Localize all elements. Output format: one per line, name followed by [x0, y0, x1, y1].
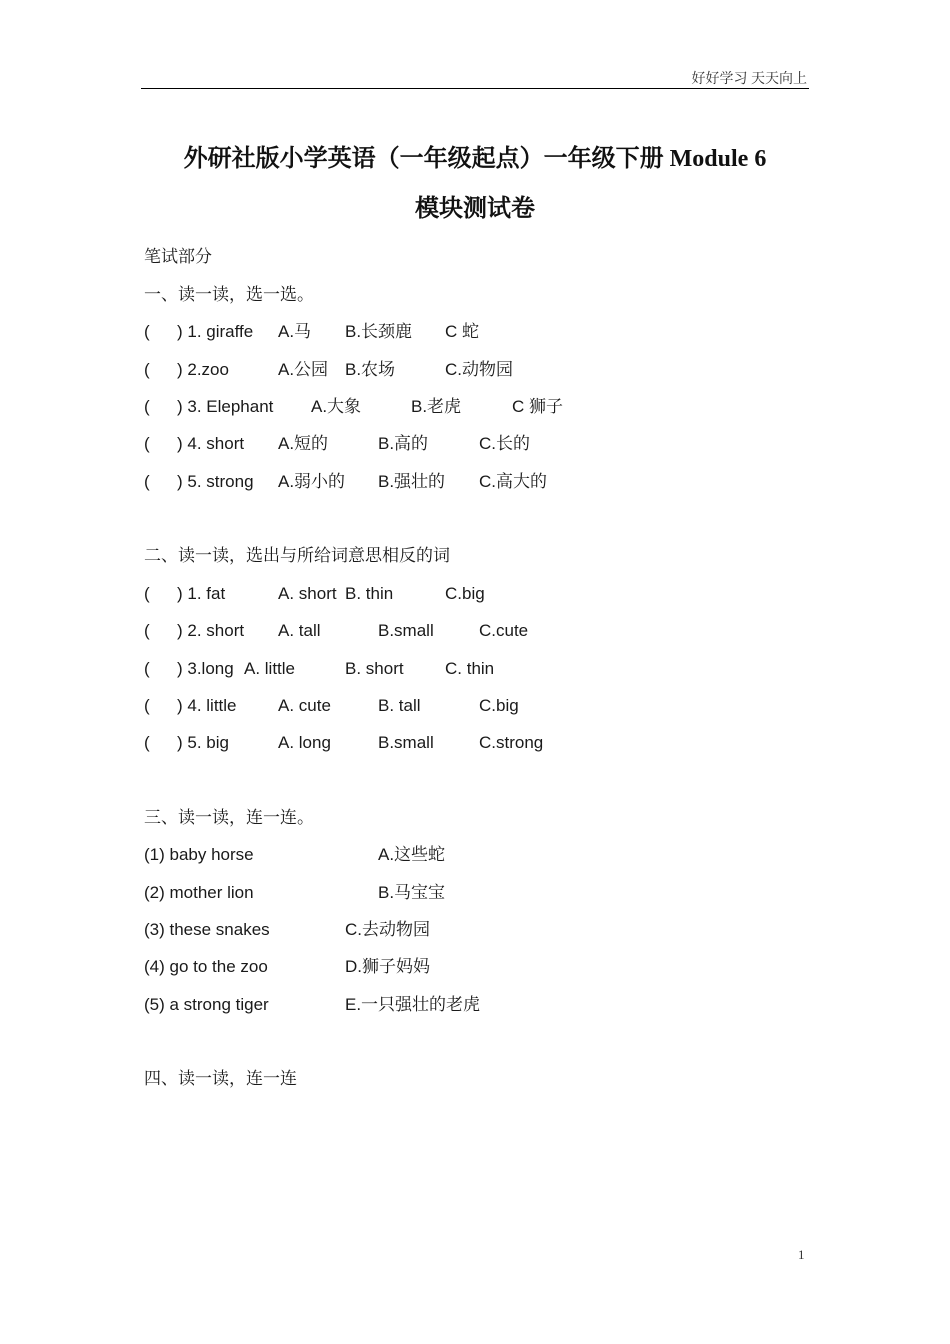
matching-meaning: B.马宝宝 [378, 883, 446, 902]
answer-bracket: ( [144, 733, 150, 752]
option-c: C.big [445, 584, 485, 603]
section-1-heading: 一、读一读，选一选。 [144, 285, 314, 304]
question-word: ) 4. short [177, 434, 245, 453]
option-b: B. tall [378, 696, 421, 715]
question-word: ) 4. little [177, 696, 237, 715]
option-b: B.高的 [378, 434, 429, 453]
matching-phrase: (5) a strong tiger [144, 995, 269, 1014]
question-word: ) 2.zoo [177, 360, 229, 379]
section-3-heading: 三、读一读，连一连。 [144, 808, 314, 827]
question-word: ) 5. big [177, 733, 229, 752]
matching-meaning: E.一只强壮的老虎 [345, 995, 481, 1014]
matching-phrase: (1) baby horse [144, 845, 254, 864]
answer-bracket: ( [144, 621, 150, 640]
option-a: A.公园 [278, 360, 329, 379]
question-word: ) 3.long [177, 659, 234, 678]
answer-bracket: ( [144, 584, 150, 603]
option-c: C 狮子 [512, 397, 563, 416]
option-b: B.small [378, 733, 434, 752]
question-word: ) 5. strong [177, 472, 254, 491]
header-rule [141, 88, 809, 89]
option-b: B. short [345, 659, 404, 678]
option-b: B.small [378, 621, 434, 640]
question-word: ) 2. short [177, 621, 245, 640]
answer-bracket: ( [144, 472, 150, 491]
option-a: A.马 [278, 322, 312, 341]
option-c: C.big [479, 696, 519, 715]
option-b: B.强壮的 [378, 472, 446, 491]
option-a: A. cute [278, 696, 331, 715]
option-c: C.高大的 [479, 472, 547, 491]
page-number: 1 [798, 1247, 805, 1262]
answer-bracket: ( [144, 360, 150, 379]
answer-bracket: ( [144, 434, 150, 453]
option-a: A. short [278, 584, 337, 603]
matching-phrase: (4) go to the zoo [144, 957, 268, 976]
question-word: ) 1. giraffe [177, 322, 254, 341]
document-title: 外研社版小学英语（一年级起点）一年级下册 Module 6 [183, 146, 767, 172]
document-subtitle: 模块测试卷 [415, 196, 535, 222]
matching-phrase: (2) mother lion [144, 883, 254, 902]
page-header-motto: 好好学习 天天向上 [691, 72, 807, 87]
option-c: C. thin [445, 659, 495, 678]
part-label: 笔试部分 [144, 247, 212, 266]
matching-phrase: (3) these snakes [144, 920, 270, 939]
answer-bracket: ( [144, 659, 150, 678]
option-c: C.strong [479, 733, 544, 752]
option-b: B.农场 [345, 360, 396, 379]
option-c: C.动物园 [445, 360, 513, 379]
question-word: ) 1. fat [177, 584, 226, 603]
option-c: C 蛇 [445, 322, 479, 341]
option-a: A.短的 [278, 434, 329, 453]
option-b: B.长颈鹿 [345, 322, 413, 341]
option-b: B. thin [345, 584, 394, 603]
matching-meaning: C.去动物园 [345, 920, 430, 939]
option-c: C.长的 [479, 434, 530, 453]
option-a: A.大象 [311, 397, 362, 416]
option-a: A.弱小的 [278, 472, 346, 491]
option-b: B.老虎 [411, 397, 462, 416]
answer-bracket: ( [144, 397, 150, 416]
option-a: A. tall [278, 621, 321, 640]
matching-meaning: D.狮子妈妈 [345, 957, 430, 976]
option-a: A. little [244, 659, 296, 678]
question-word: ) 3. Elephant [177, 397, 274, 416]
matching-meaning: A.这些蛇 [378, 845, 446, 864]
answer-bracket: ( [144, 696, 150, 715]
section-4-heading: 四、读一读，连一连 [144, 1069, 297, 1088]
section-2-heading: 二、读一读，选出与所给词意思相反的词 [144, 546, 450, 565]
answer-bracket: ( [144, 322, 150, 341]
option-a: A. long [278, 733, 331, 752]
option-c: C.cute [479, 621, 529, 640]
